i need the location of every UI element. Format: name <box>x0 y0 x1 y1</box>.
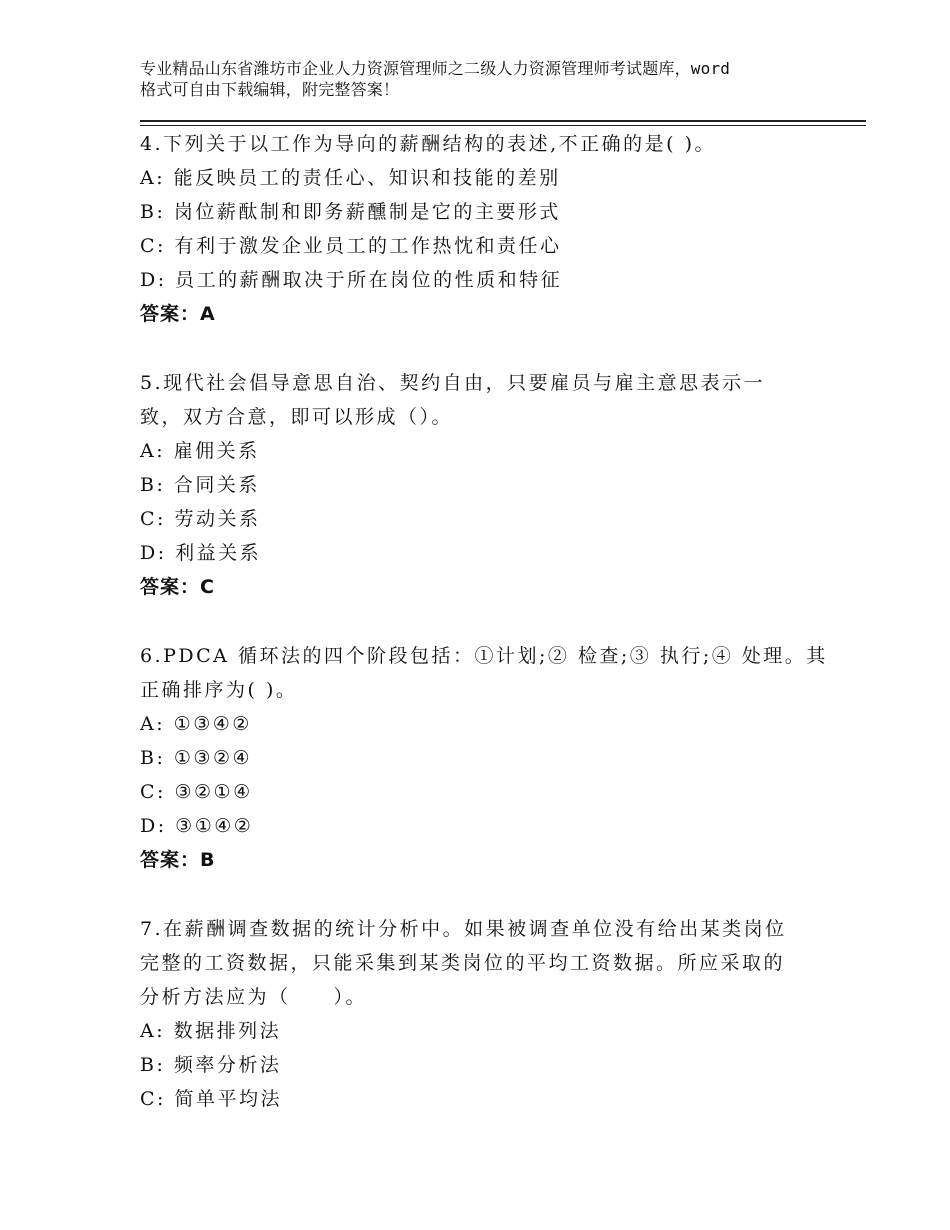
question-7-option-a: A: 数据排列法 <box>140 1020 282 1042</box>
question-5-answer: 答案：C <box>140 576 215 598</box>
question-7-stem-line-1: 7.在薪酬调查数据的统计分析中。如果被调查单位没有给出某类岗位 <box>140 918 787 940</box>
question-6-option-b: B: ①③②④ <box>140 747 253 769</box>
question-7-stem-line-3: 分析方法应为（ ）。 <box>140 986 368 1008</box>
question-6-stem-line-1: 6.PDCA 循环法的四个阶段包括：①计划;② 检查;③ 执行;④ 处理。其 <box>140 645 828 667</box>
question-5-option-c: C: 劳动关系 <box>140 508 261 530</box>
question-7-stem-line-2: 完整的工资数据，只能采集到某类岗位的平均工资数据。所应采取的 <box>140 952 786 974</box>
question-5-stem-line-2: 致，双方合意，即可以形成（）。 <box>140 406 454 428</box>
question-6-stem-line-2: 正确排序为( )。 <box>140 679 298 701</box>
header-line-1: 专业精品山东省潍坊市企业人力资源管理师之二级人力资源管理师考试题库，word <box>140 59 731 78</box>
question-6-option-d: D: ③①④② <box>140 815 254 837</box>
header-divider-thin <box>140 125 866 126</box>
question-4-stem-line-1: 4.下列关于以工作为导向的薪酬结构的表述,不正确的是( )。 <box>140 133 717 155</box>
header-line-2: 格式可自由下载编辑，附完整答案！ <box>140 80 400 99</box>
question-5-stem-line-1: 5.现代社会倡导意思自治、契约自由，只要雇员与雇主意思表示一 <box>140 372 766 394</box>
question-6-answer: 答案：B <box>140 849 216 871</box>
question-7-option-c: C: 简单平均法 <box>140 1088 282 1110</box>
question-4-option-c: C: 有利于激发企业员工的工作热忱和责任心 <box>140 235 562 257</box>
header-divider-thick <box>140 120 866 122</box>
question-6-option-c: C: ③②①④ <box>140 781 253 803</box>
question-4-option-a: A: 能反映员工的责任心、知识和技能的差别 <box>140 167 561 189</box>
question-5-option-b: B: 合同关系 <box>140 474 260 496</box>
question-5-option-a: A: 雇佣关系 <box>140 440 260 462</box>
question-4-option-b: B: 岗位薪酞制和即务薪醺制是它的主要形式 <box>140 201 561 223</box>
question-4-option-d: D: 员工的薪酬取决于所在岗位的性质和特征 <box>140 269 563 291</box>
document-header <box>140 58 840 100</box>
question-5-option-d: D: 利益关系 <box>140 542 262 564</box>
question-6-option-a: A: ①③④② <box>140 713 252 735</box>
question-4-answer: 答案：A <box>140 303 216 325</box>
question-7-option-b: B: 频率分析法 <box>140 1054 282 1076</box>
